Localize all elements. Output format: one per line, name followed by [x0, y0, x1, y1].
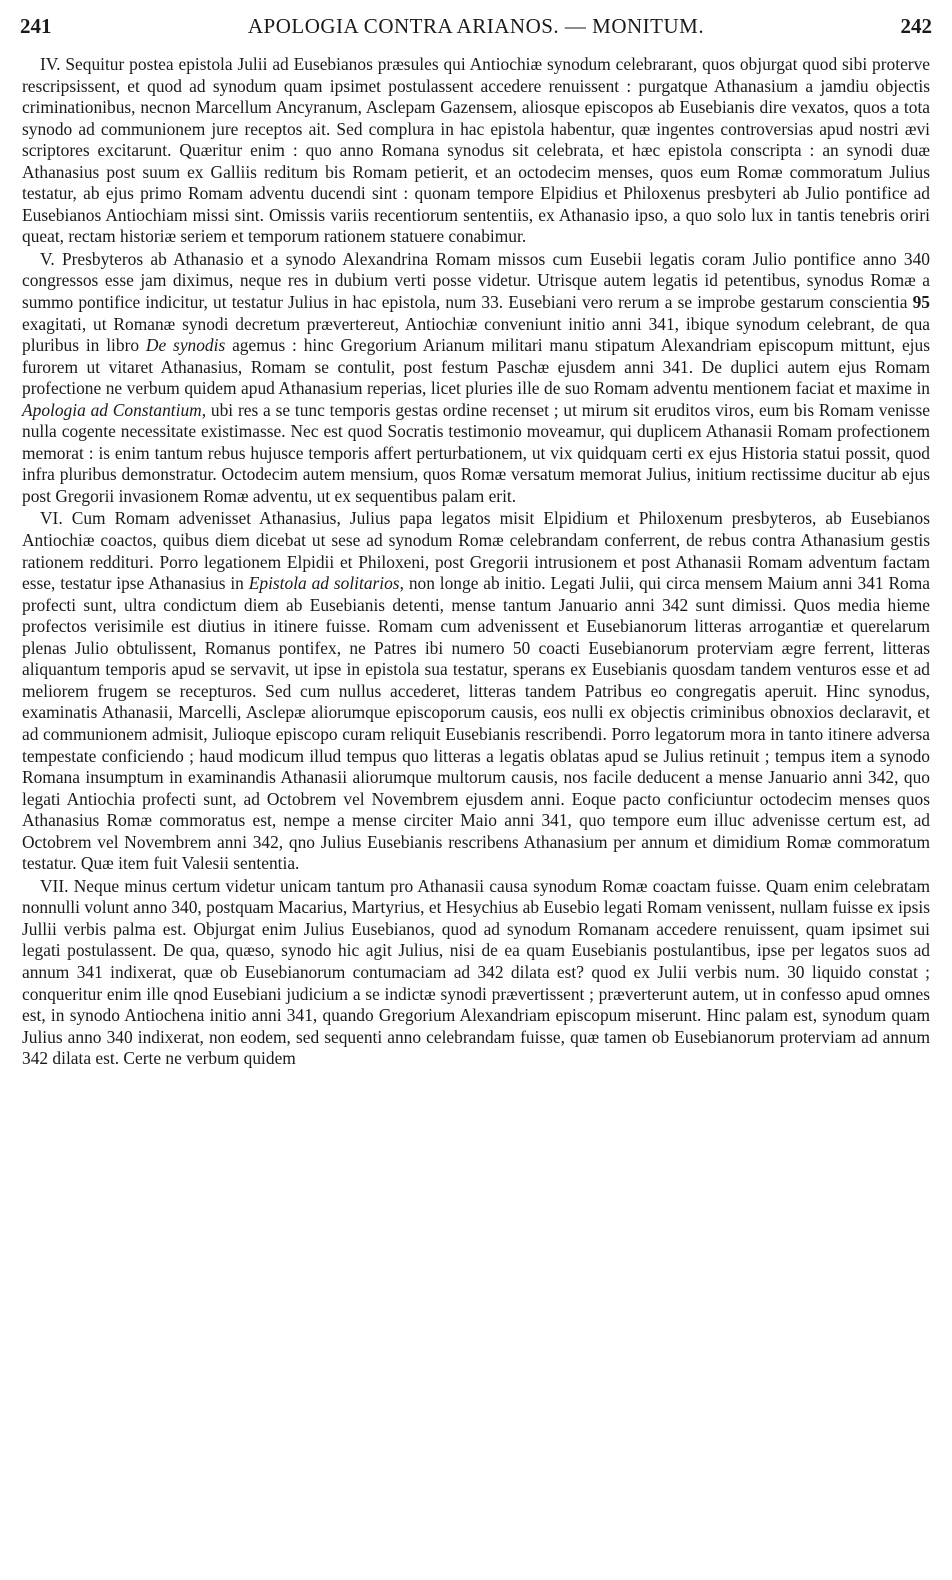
page-number-left: 241: [20, 14, 52, 38]
paragraph-vii: [22, 876, 930, 1070]
work-title: Apologia ad Constantium: [22, 399, 202, 420]
section-number: IV.: [40, 54, 61, 74]
section-number: VII.: [40, 875, 69, 896]
paragraph-iv: [22, 54, 930, 248]
running-header: [20, 14, 932, 44]
paragraph-text: Presbyteros ab Athanasio et a synodo Alexandrina Romam missos cum Eusebii legatis coram Julio pontifice anno 340 congressos esse jam diximus, neque res in dubium verti posse videtur. Utrisque autem legatis id petentibus, synodus Romæ a summo pontifice indicitur, ut testatur Julius in hac epistola, num 33. Eusebiani vero rerum a se improbe gestarum conscientia: [22, 248, 930, 313]
paragraph-text: Sequitur postea epistola Julii ad Eusebianos præsules qui Antiochiæ synodum celebrarant, quos objurgat quod sibi proterve rescripsissent, et quod ad synodum quam ipsimet postulassent accedere renuissent : purgatque Athanasium a jamdiu objectis criminationibus, necnon Marcellum Ancyranum, Asclepam Gazensem, aliosque episcopos ab Eusebianis dire vexatos, quos a tota synodo ad communionem jure receptos ait. Sed complura in hac epistola habentur, quæ ingentes controversias apud nostri ævi scriptores excitarunt. Quæritur enim : quo anno Romana synodus sit celebrata, et hæc epistola conscripta : an synodi duæ Athanasius post suum ex Galliis reditum bis Romam petierit, et an octodecim menses, quos eum Romæ commoratum Julius testatur, ab ejus primo Romam adventu ducendi sint : quonam tempore Elpidius et Philoxenus presbyteri ab Julio pontifice ad Eusebianos Antiochiam missi sint. Omissis variis recentiorum sententiis, ex Athanasio ipso, a quo solo lux in tantis tenebris oriri queat, rectam historiæ seriem et temporum rationem statuere conabimur.: [22, 54, 930, 247]
work-title: De synodis: [145, 335, 226, 356]
body-text: [22, 54, 930, 1071]
paragraph-text: Neque minus certum videtur unicam tantum pro Athanasii causa synodum Romæ coactam fuisse. Quam enim celebratam nonnulli volunt anno 340, postquam Macarius, Martyrius, et Hesychius ab Eusebio legati Romam venissent, nullam fuisse ex ipsis Jullii verbis palma est. Objurgat enim Julius Eusebianos, quod ad synodum Romanam accedere renuissent, quam ipsimet sui legati postulassent. De qua, quæso, synodo hic agit Julius, nisi de ea quam Eusebianis postulantibus, ipse per legatos suos ad annum 341 indixerat, quæ ob Eusebianorum contumaciam ad 342 dilata est? quod ex Julii verbis num. 30 liquido constat ; conqueritur enim ille qnod Eusebiani judicium a se indictæ synodi prævertissent ; præverterunt autem, ut in confesso apud omnes est, in synodo Antiochena initio anni 341, quando Gregorium Alexandriam episcopum miserunt. Hinc palam est, synodum quam Julius anno 340 indixerat, non eodem, sed sequenti anno celebrandam fuisse, quæ tamen ob Eusebianorum proterviam ad annum 342 dilata est. Certe ne verbum quidem: [22, 875, 930, 1069]
paragraph-text: Cum Romam advenisset Athanasius, Julius papa legatos misit Elpidium et Philoxenum presbyteros, ab Eusebianos Antiochiæ coactos, quibus diem dicebat ut sese ad synodum Romæ celebrandam conferrent, de rebus contra Athanasium gestis rationem reddituri. Porro legationem Elpidii et Philoxeni, post Gregorii intrusionem et post Athanasii Romam adventum factam esse, testatur ipse Athanasius in: [22, 508, 930, 594]
page-number-right: 242: [900, 14, 932, 38]
paragraph-v: [22, 249, 930, 508]
running-title: APOLOGIA CONTRA ARIANOS. — MONITUM.: [247, 14, 705, 38]
paragraph-text: agemus : hinc Gregorium Arianum militari manu stipatum Alexandriam episcopum mittunt, ejus furorem ut vitaret Athanasius, Romam se contulit, post festum Paschæ ejusdem anni 341. De duplici autem ejus Romam profectione ne verbum quidem apud Athanasium reperias, licet pluries ille de suo Romam adventu mentionem faciat et maxime in: [22, 335, 930, 399]
marginal-number: 95: [912, 292, 930, 313]
paragraph-text: , non longe ab initio. Legati Julii, qui circa mensem Maium anni 341 Roma profecti sunt, ultra condictum diem ab Eusebianis detenti, mense tantum Januario anni 342 sunt dimissi. Quos media hieme profectos verisimile est diutius in itinere fuisse. Romam cum advenissent et Eusebianorum litteras arrogantiæ et querelarum plenas Julio obtulissent, Romanus pontifex, ne Patres ibi numero 50 coacti Eusebianorum proterviam ægre ferrent, litteras aliquantum temporis apud se servavit, ut ipse in epistola sua testatur, sperans ex Eusebianis quosdam tandem venturos esse et ad meliorem frugem se recepturos. Sed cum nullus accederet, litteras tandem Patribus eo congregatis aperuit. Hinc synodus, examinatis Athanasii, Marcelli, Asclepæ aliorumque episcoporum causis, eos nulli ex objectis criminibus obnoxios declaravit, et ad communionem admisit, Julioque episcopo curam reliquit Eusebianis rescribendi. Porro legatorum mora in tanto itinere adversa tempestate conficiendo ; haud modicum illud tempus quo litteras a legatis oblatas apud se Julius retinuit ; tempus item a synodo Romana insumptum in examinandis Athanasii aliorumque multorum causis, nos facile deducent a mense Januario anni 342, quo legati Antiochia profecti sunt, ad Octobrem vel Novembrem ejusdem anni. Eoque pacto conficiuntur octodecim menses quos Athanasius Romæ commoratus est, nempe a mense circiter Maio anni 341, quo tempore eum illuc advenisse certum est, ad Octobrem vel Novembrem anni 342, qno Julius Eusebianis rescribens Athanasium per annum et dimidium Romæ commoratum testatur. Quæ item fuit Valesii sententia.: [22, 573, 931, 874]
paragraph-vi: [22, 508, 930, 874]
section-number: V.: [40, 248, 55, 269]
paragraph-text: exagitati, ut Romanæ synodi decretum prævertereut, Antiochiæ conveniunt initio anni 341, ibique synodum celebrant, de qua pluribus in libro: [22, 313, 930, 356]
section-number: VI.: [40, 508, 63, 529]
paragraph-text: , ubi res a se tunc temporis gestas ordine recenset ; ut mirum sit eruditos viros, eum bis Romam venisse nulla cogente necessitate existimasse. Nec est quod Socratis testimonio moveamur, qui duplicem Athanasii Romam profectionem memorat : is enim tantum rebus hujusce temporis affert perturbationem, ut vix quidquam certi ex ejus Historia statui possit, quod infra pluribus demonstratur. Octodecim autem mensium, quos Romæ versatum memorat Julius, initium rectissime ducitur ab ejus post Gregorii invasionem Romæ adventu, ut ex sequentibus palam erit.: [22, 399, 931, 506]
work-title: Epistola ad solitarios: [248, 573, 400, 594]
